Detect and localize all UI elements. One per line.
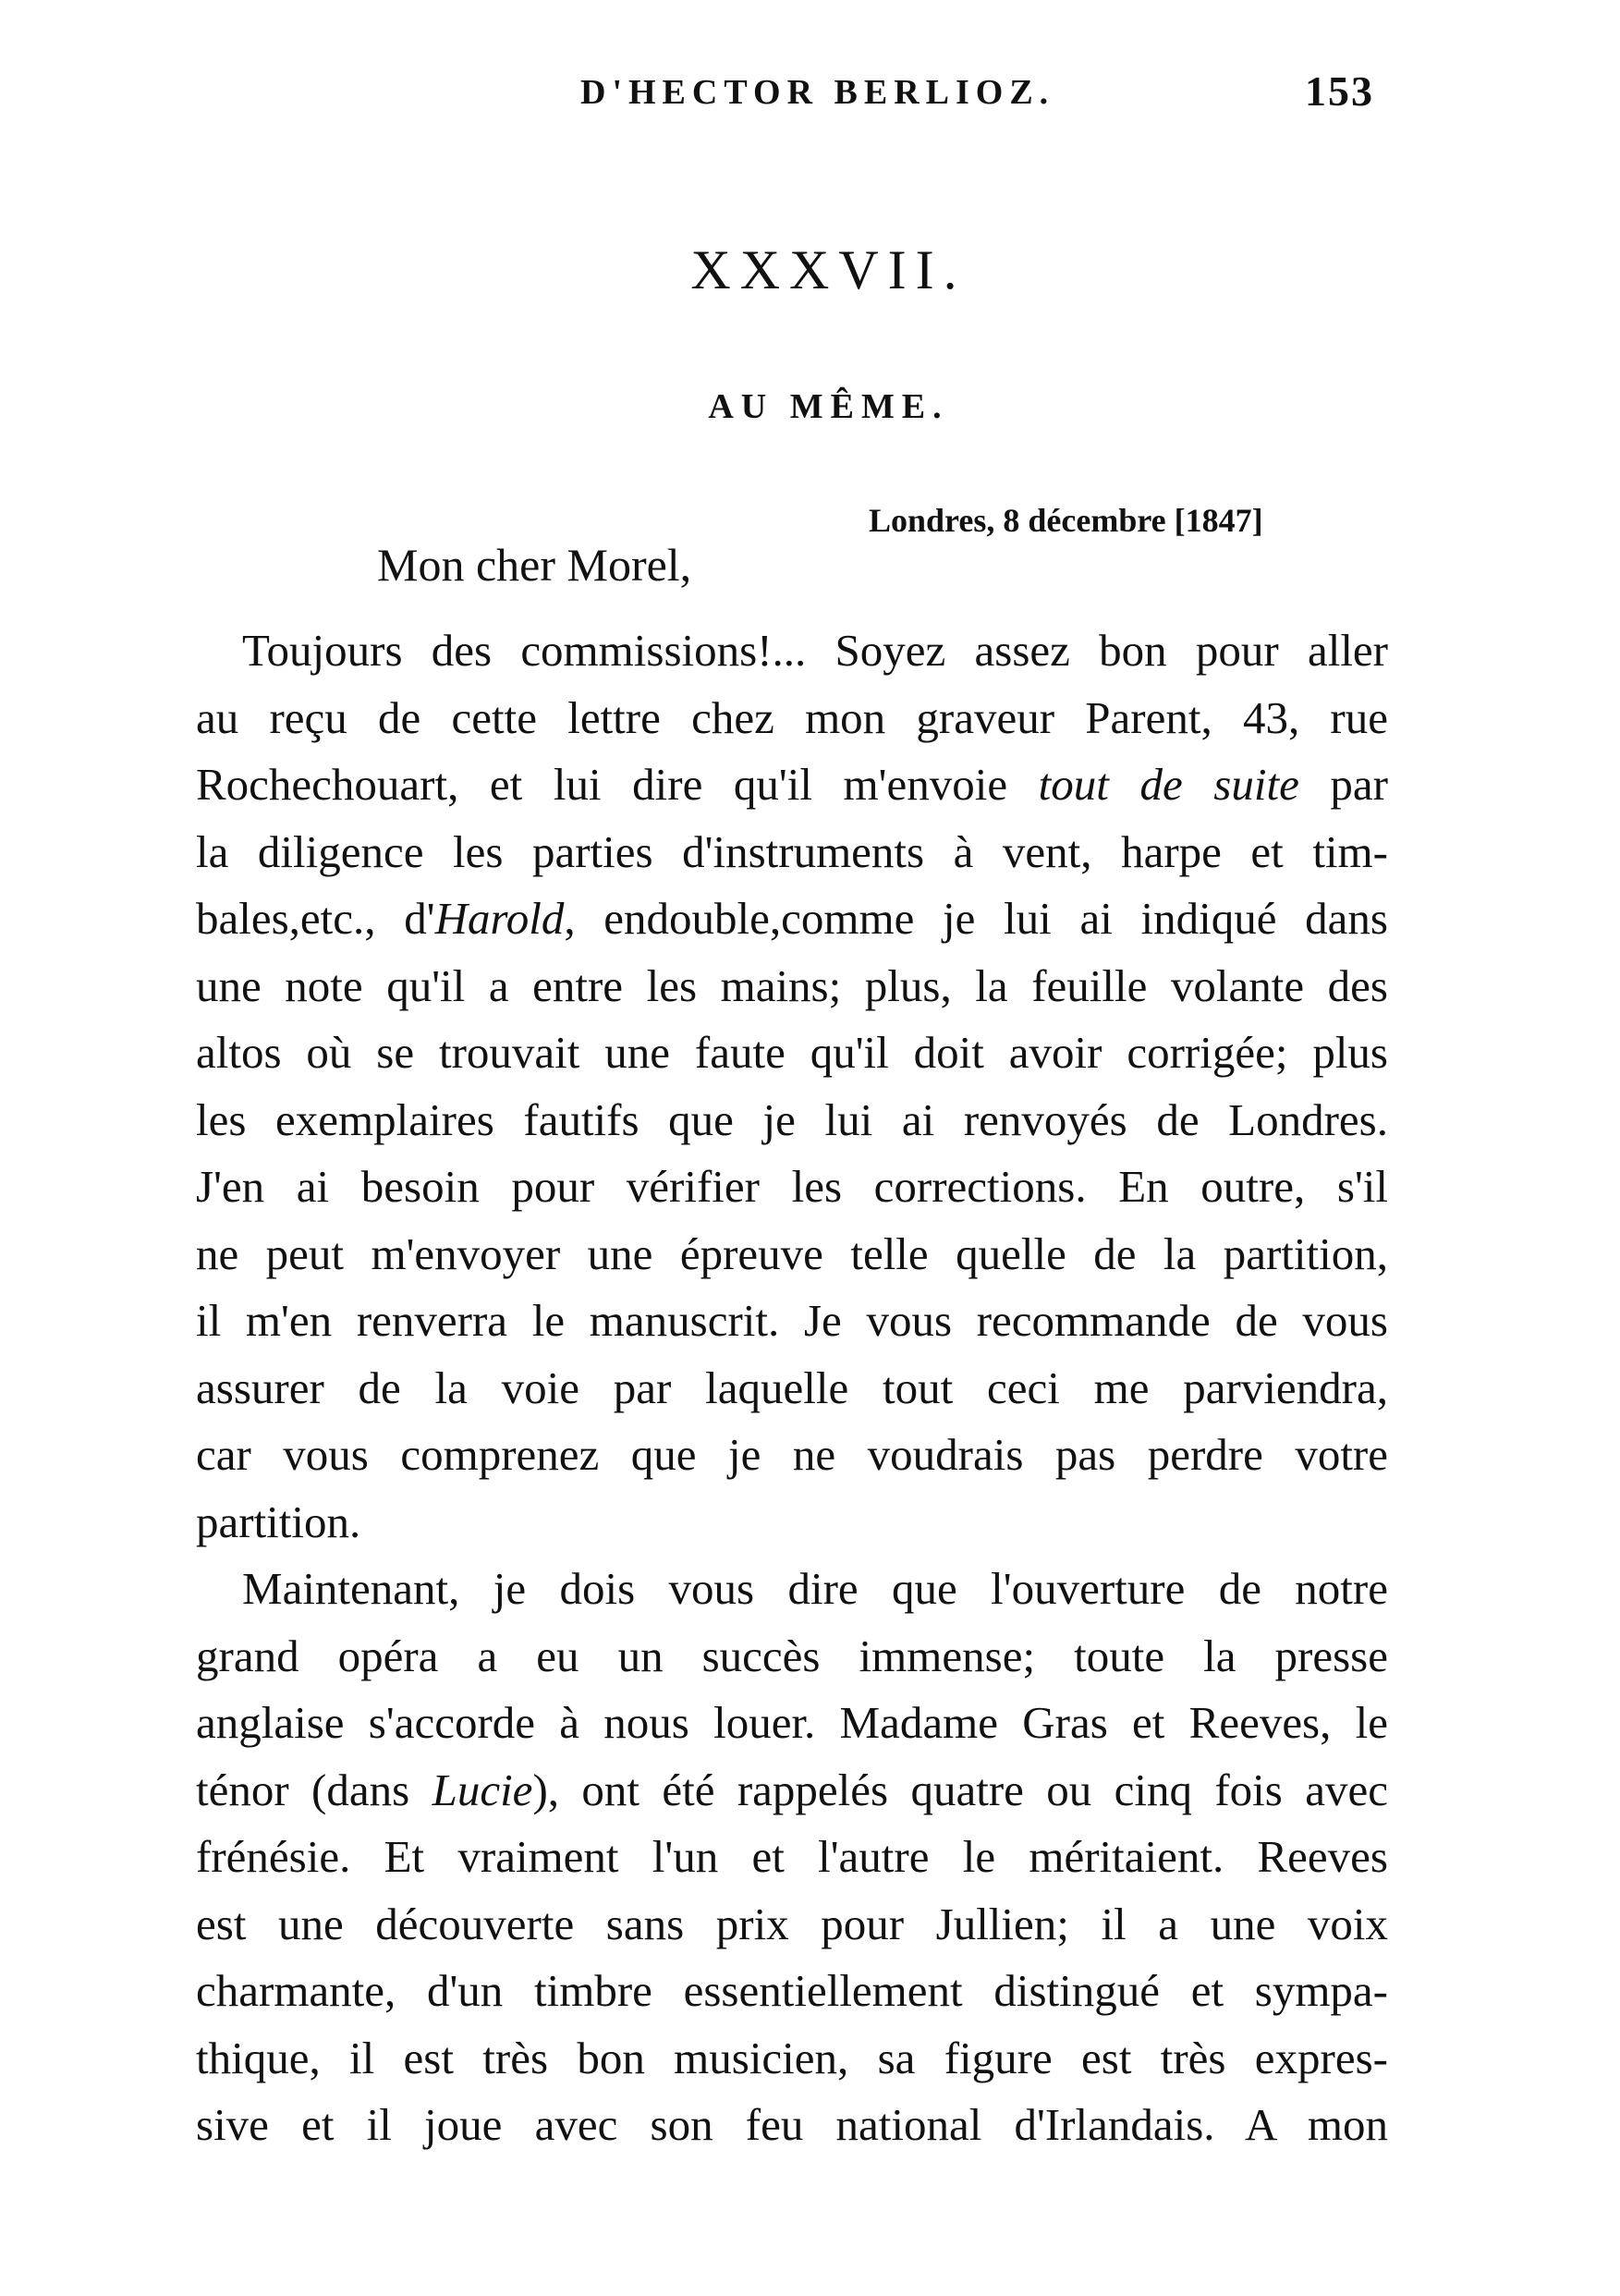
paragraph-1-line-2: au reçu de cette lettre chez mon graveur Parent, 43, rue <box>196 691 1388 743</box>
paragraph-1-line-8: les exemplaires fautifs que je lui ai renvoyés de Londres. <box>196 1093 1388 1145</box>
paragraph-1-line-3 <box>196 751 1388 819</box>
paragraph-1-line-4: la diligence les parties d'instruments à vent, harpe et tim- <box>196 825 1388 877</box>
italic-title: Lucie <box>432 1764 533 1815</box>
letter-dateline: Londres, 8 décembre [1847] <box>869 502 1263 539</box>
line-text-end: par <box>1330 759 1388 810</box>
page-number: 153 <box>1305 67 1374 115</box>
paragraph-1-line-5 <box>196 885 1388 953</box>
letter-addressee: AU MÊME. <box>708 387 949 426</box>
paragraph-1-line-13: car vous comprenez que je ne voudrais pas perdre votre <box>196 1429 1388 1480</box>
paragraph-2-line-7: charmante, d'un timbre essentiellement distingué et sympa- <box>196 1965 1388 2016</box>
italic-phrase: tout de suite <box>1038 759 1299 810</box>
paragraph-1-line-7: altos où se trouvait une faute qu'il doit avoir corrigée; plus <box>196 1027 1388 1078</box>
letter-number: XXXVII. <box>690 239 967 300</box>
paragraph-1-line-9: J'en ai besoin pour vérifier les corrections. En outre, s'il <box>196 1161 1388 1212</box>
line-text: bales,etc., d' <box>196 893 435 944</box>
paragraph-2-line-8: thique, il est très bon musicien, sa figure est très expres- <box>196 2032 1388 2083</box>
line-text-end: , endouble,comme je lui ai indiqué dans <box>564 893 1388 944</box>
letter-body <box>196 617 1388 2159</box>
paragraph-1-line-11: il m'en renverra le manuscrit. Je vous recommande de vous <box>196 1295 1388 1346</box>
paragraph-1-line-6: une note qu'il a entre les mains; plus, la feuille volante des <box>196 959 1388 1011</box>
paragraph-1-line-14: partition. <box>196 1496 361 1547</box>
paragraph-2-line-4 <box>196 1757 1388 1825</box>
paragraph-2-line-2: grand opéra a eu un succès immense; toute la presse <box>196 1630 1388 1681</box>
paragraph-1-line-12: assurer de la voie par laquelle tout ceci me parviendra, <box>196 1362 1388 1413</box>
running-head: D'HECTOR BERLIOZ. <box>580 73 1055 112</box>
paragraph-2-line-1: Maintenant, je dois vous dire que l'ouverture de notre <box>242 1563 1388 1614</box>
line-text: ténor (dans <box>196 1764 410 1815</box>
paragraph-2-line-5: frénésie. Et vraiment l'un et l'autre le méritaient. Reeves <box>196 1831 1388 1882</box>
line-text: Rochechouart, et lui dire qu'il m'envoie <box>196 759 1008 810</box>
paragraph-2-line-6: est une découverte sans prix pour Jullien; il a une voix <box>196 1898 1388 1949</box>
paragraph-2-line-3: anglaise s'accorde à nous louer. Madame Gras et Reeves, le <box>196 1697 1388 1748</box>
letter-salutation: Mon cher Morel, <box>377 539 692 591</box>
paragraph-2-line-9: sive et il joue avec son feu national d'Irlandais. A mon <box>196 2099 1388 2150</box>
paragraph-1-line-1: Toujours des commissions!... Soyez assez bon pour aller <box>242 625 1388 676</box>
line-text-end: ), ont été rappelés quatre ou cinq fois avec <box>532 1764 1388 1815</box>
paragraph-1-line-10: ne peut m'envoyer une épreuve telle quelle de la partition, <box>196 1227 1388 1279</box>
italic-title: Harold <box>434 893 565 944</box>
